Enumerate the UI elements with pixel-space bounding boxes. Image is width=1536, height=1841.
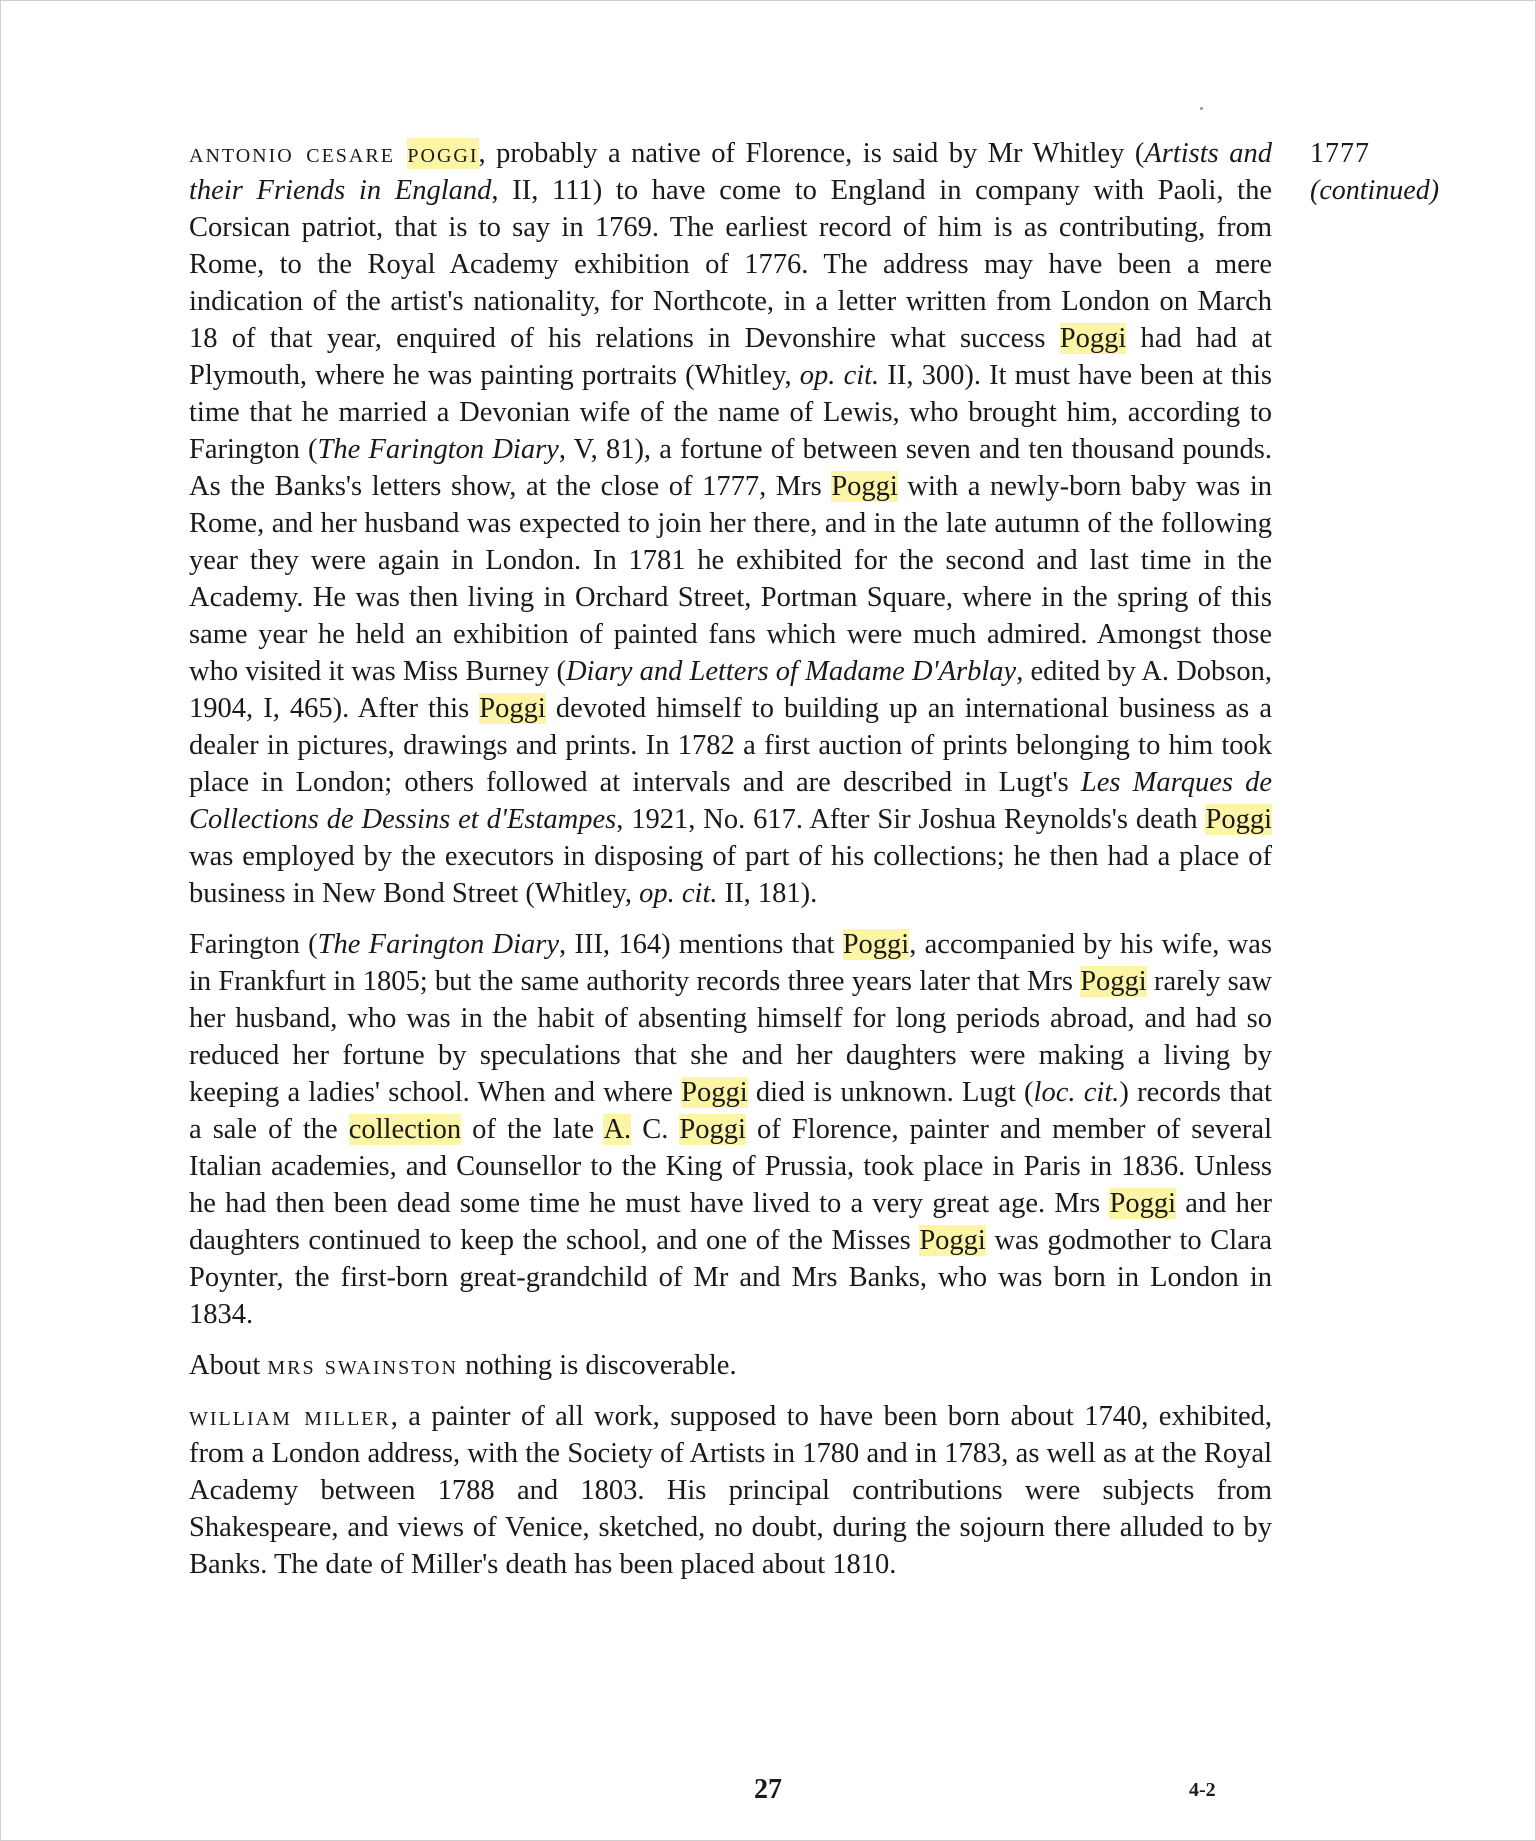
highlighted-term: Poggi (1080, 966, 1147, 997)
text-run: , 1921, No. 617. After Sir Joshua Reynolds's death (616, 804, 1206, 835)
italic-citation: The Farington Diary (317, 434, 559, 465)
text-run: Farington ( (189, 929, 318, 960)
highlighted-term: poggi (407, 138, 479, 169)
italic-citation: Diary and Letters of Madame D'Arblay (565, 656, 1017, 687)
highlighted-term: Poggi (919, 1225, 986, 1256)
highlighted-term: Poggi (679, 1114, 746, 1145)
text-run: died is unknown. Lugt ( (747, 1077, 1034, 1108)
italic-citation: op. cit. (799, 360, 880, 391)
paragraph-miller (189, 1398, 1272, 1583)
paragraph-poggi-2 (189, 926, 1272, 1333)
italic-citation: Les Marques de Collections de Dessins et d'Estampes (189, 767, 1272, 835)
paragraph-poggi-1 (189, 135, 1272, 912)
italic-citation: Artists and their Friends in England (189, 138, 1272, 206)
italic-citation: loc. cit. (1033, 1077, 1120, 1108)
text-run: william miller (189, 1401, 391, 1432)
text-run: devoted himself to building up an international business as a dealer in pictures, drawings and prints. In 1782 a first auction of prints belonging to him took place in London; others followed at intervals and are described in Lugt's (189, 693, 1273, 798)
highlighted-term: Poggi (1109, 1188, 1177, 1219)
text-run: II, 181). (717, 878, 818, 909)
text-run: ) records that a sale of the (189, 1077, 1272, 1145)
signature-mark: 4-2 (1189, 1779, 1216, 1801)
text-run: , accompanied by his wife, was in Frankfurt in 1805; but the same authority records three years later that Mrs (189, 929, 1273, 997)
margin-year: 1777 (1310, 138, 1370, 169)
page-number: 27 (754, 1774, 782, 1805)
highlighted-term: A. (603, 1114, 632, 1145)
text-run: mrs swainston (267, 1350, 458, 1381)
text-run: About (189, 1350, 268, 1381)
text-run: rarely saw her husband, who was in the habit of absenting himself for long periods abroad, and had so reduced her fortune by speculations that she and her daughters were making a living by keeping a ladies' school. When and where (189, 966, 1272, 1108)
highlighted-term: Poggi (1205, 804, 1272, 835)
text-run: , II, 111) to have come to England in company with Paoli, the Corsican patriot, that is to say in 1769. The earliest record of him is as contributing, from Rome, to the Royal Academy exhibition of 1776. The address may have been a mere indication of the artist's nationality, for Northcote, in a letter written from London on March 18 of that year, enquired of his relations in Devonshire what success (189, 175, 1272, 354)
highlighted-term: Poggi (681, 1077, 748, 1108)
highlighted-term: collection (348, 1114, 462, 1145)
highlighted-term: Poggi (1059, 323, 1127, 354)
paragraph-swainston (189, 1347, 1272, 1384)
text-run: , a painter of all work, supposed to have been born about 1740, exhibited, from a London address, with the Society of Artists in 1780 and in 1783, as well as at the Royal Academy between 1788 and 1803. His principal contributions were subjects from Shakespeare, and views of Venice, sketched, no doubt, during the sojourn there alluded to by Banks. The date of Miller's death has been placed about 1810. (189, 1401, 1272, 1580)
text-run: , edited by A. Dobson, 1904, I, 465). After this (189, 656, 1272, 724)
scan-speck (1200, 107, 1203, 110)
margin-note (1310, 135, 1480, 209)
text-run: , probably a native of Florence, is said by Mr Whitley ( (478, 138, 1145, 169)
margin-continued: (continued) (1310, 175, 1440, 206)
text-run: , V, 81), a fortune of between seven and ten thousand pounds. As the Banks's letters show, at the close of 1777, Mrs (189, 434, 1272, 502)
highlighted-term: Poggi (479, 693, 546, 724)
text-run: was employed by the executors in disposing of part of his collections; he then had a place of business in New Bond Street (Whitley, (189, 841, 1272, 909)
text-run: of Florence, painter and member of several Italian academies, and Counsellor to the King of Prussia, took place in Paris in 1836. Unless he had then been dead some time he must have lived to a very great age. Mrs (189, 1114, 1272, 1219)
highlighted-term: Poggi (831, 471, 898, 502)
text-run: was godmother to Clara Poynter, the first-born great-grandchild of Mr and Mrs Banks, who was born in London in 1834. (189, 1225, 1273, 1330)
highlighted-term: Poggi (842, 929, 910, 960)
text-run: and her daughters continued to keep the school, and one of the Misses (189, 1188, 1273, 1256)
text-run: of the late (461, 1114, 604, 1145)
italic-citation: The Farington Diary (317, 929, 560, 960)
italic-citation: op. cit. (639, 878, 718, 909)
body-text (189, 135, 1272, 1597)
text-run: C. (631, 1114, 680, 1145)
text-run: nothing is discoverable. (457, 1350, 737, 1381)
text-run: II, 300). It must have been at this time that he married a Devonian wife of the name of Lewis, who brought him, according to Farington ( (189, 360, 1272, 465)
text-run: , III, 164) mentions that (559, 929, 843, 960)
text-run: antonio cesare (189, 138, 408, 169)
text-run: had had at Plymouth, where he was painting portraits (Whitley, (189, 323, 1272, 391)
text-run: with a newly-born baby was in Rome, and her husband was expected to join her there, and in the late autumn of the following year they were again in London. In 1781 he exhibited for the second and last time in the Academy. He was then living in Orchard Street, Portman Square, where in the spring of this same year he held an exhibition of painted fans which were much admired. Amongst those who visited it was Miss Burney ( (189, 471, 1272, 687)
